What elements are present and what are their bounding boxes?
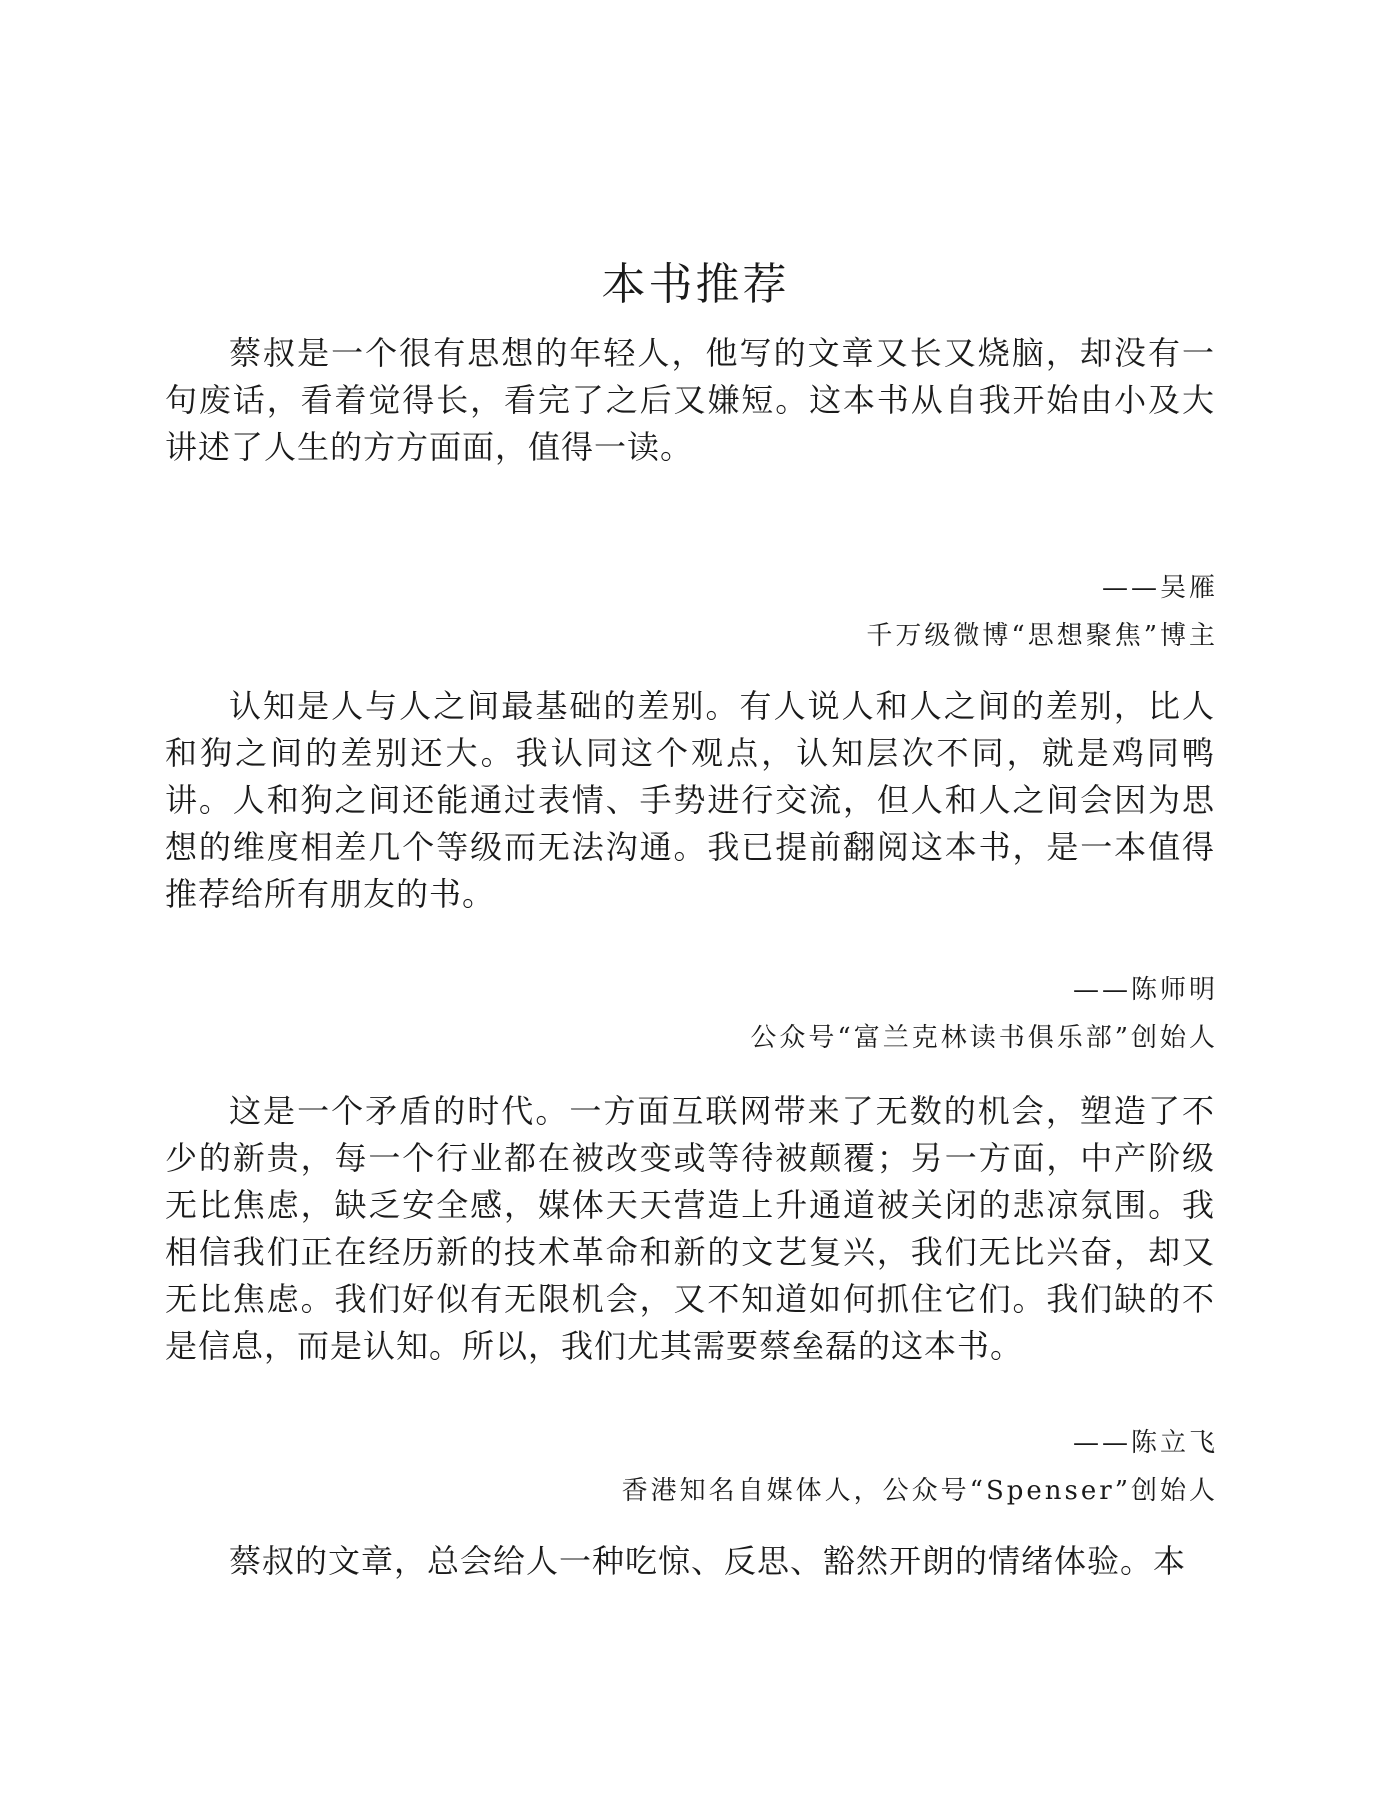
recommender-name: ——陈师明: [1072, 975, 1218, 1005]
recommendation-attribution: [866, 564, 1218, 660]
recommendation-text: 认知是人与人之间最基础的差别。有人说人和人之间的差别，比人和狗之间的差别还大。我认同这个观点，认知层次不同，就是鸡同鸭讲。人和狗之间还能通过表情、手势进行交流，但人和人之间会因为思想的维度相差几个等级而无法沟通。我已提前翻阅这本书，是一本值得推荐给所有朋友的书。: [165, 687, 1215, 913]
recommender-name: ——陈立飞: [1072, 1428, 1218, 1458]
recommender-title: 千万级微博“思想聚焦”博主: [866, 621, 1218, 651]
recommender-title: 公众号“富兰克林读书俱乐部”创始人: [750, 1023, 1218, 1053]
recommendation-text: 蔡叔是一个很有思想的年轻人，他写的文章又长又烧脑，却没有一句废话，看着觉得长，看完了之后又嫌短。这本书从自我开始由小及大讲述了人生的方方面面，值得一读。: [165, 334, 1215, 466]
recommendation-text: 这是一个矛盾的时代。一方面互联网带来了无数的机会，塑造了不少的新贵，每一个行业都在被改变或等待被颠覆；另一方面，中产阶级无比焦虑，缺乏安全感，媒体天天营造上升通道被关闭的悲凉氛围。我相信我们正在经历新的技术革命和新的文艺复兴，我们无比兴奋，却又无比焦虑。我们好似有无限机会，又不知道如何抓住它们。我们缺的不是信息，而是认知。所以，我们尤其需要蔡垒磊的这本书。: [165, 1092, 1215, 1365]
page-title: 本书推荐: [601, 259, 790, 310]
recommender-name: ——吴雁: [1101, 573, 1218, 603]
recommendation-attribution: [750, 966, 1218, 1062]
recommender-title: 香港知名自媒体人，公众号“Spenser”创始人: [621, 1476, 1218, 1506]
recommendation-attribution: [622, 1419, 1218, 1515]
recommendation-text: 蔡叔的文章，总会给人一种吃惊、反思、豁然开朗的情绪体验。本: [229, 1542, 1187, 1580]
